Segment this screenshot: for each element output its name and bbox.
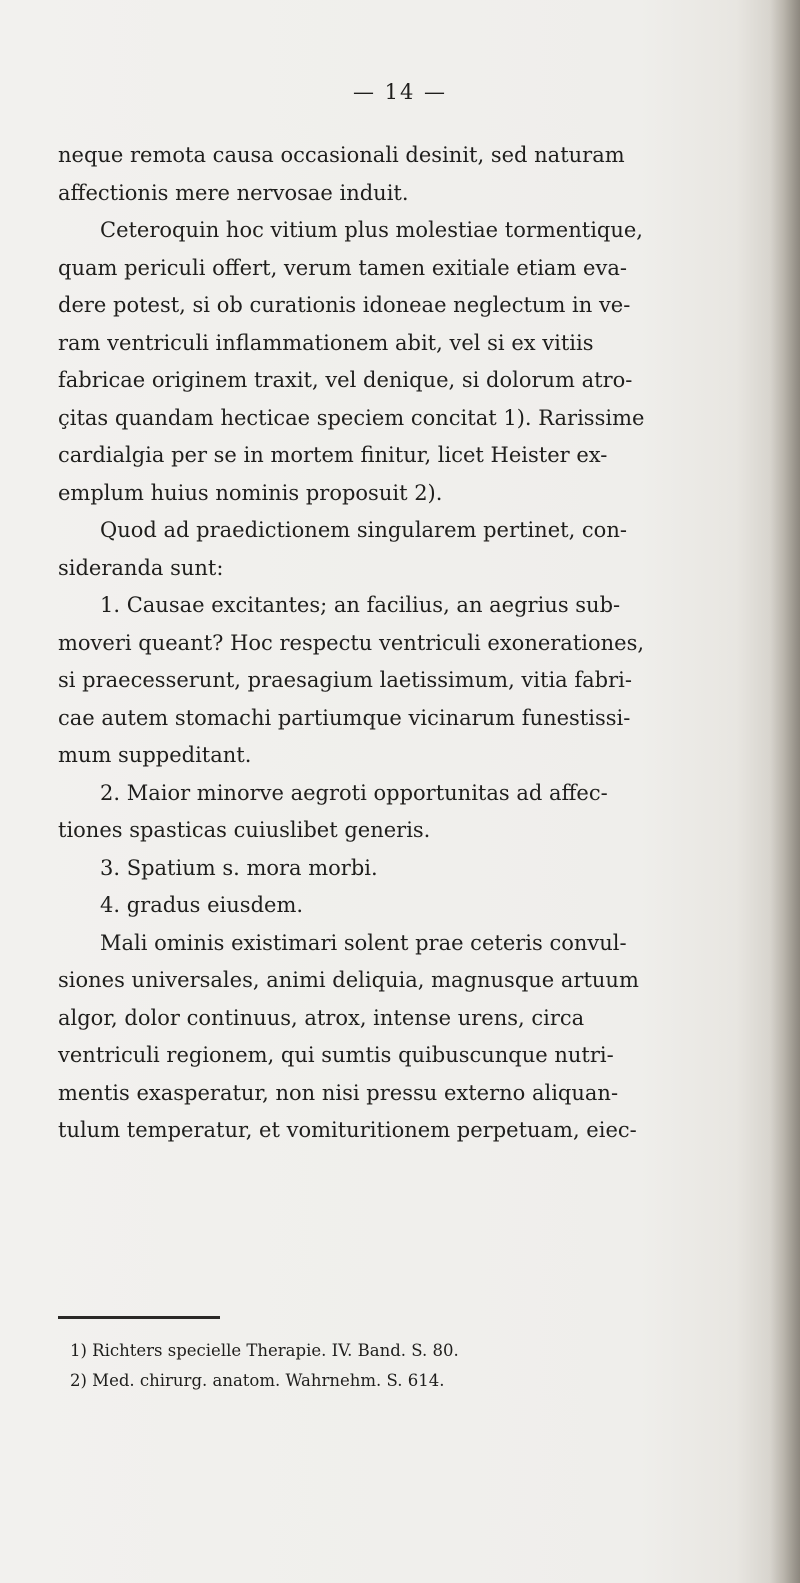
- footnotes: [70, 1336, 750, 1396]
- text-line: neque remota causa occasionali desinit, sed naturam: [58, 143, 625, 167]
- text-line: siones universales, animi deliquia, magnusque artuum: [58, 968, 639, 992]
- text-line: fabricae originem traxit, vel denique, si dolorum atro-: [58, 368, 633, 392]
- text-line: algor, dolor continuus, atrox, intense urens, circa: [58, 1005, 585, 1030]
- text-line: mum suppeditant.: [58, 743, 252, 767]
- text-line: cardialgia per se in mortem finitur, licet Heister ex-: [58, 443, 608, 467]
- text-line: dere potest, si ob curationis idoneae neglectum in ve-: [58, 293, 631, 317]
- text-line: cae autem stomachi partiumque vicinarum funestissi-: [58, 705, 631, 730]
- text-line: emplum huius nominis proposuit 2).: [58, 480, 443, 505]
- text-line: quam periculi offert, verum tamen exitiale etiam eva-: [58, 255, 627, 280]
- footnote-divider: [58, 1316, 220, 1319]
- text-line: moveri queant? Hoc respectu ventriculi exonerationes,: [58, 630, 645, 655]
- text-line: Quod ad praedictionem singularem pertinet, con-: [100, 518, 627, 542]
- text-line: 4. gradus eiusdem.: [100, 893, 304, 917]
- text-line: tiones spasticas cuiuslibet generis.: [58, 818, 431, 842]
- text-line: ventriculi regionem, qui sumtis quibuscunque nutri-: [58, 1043, 614, 1067]
- text-line: ram ventriculi inflammationem abit, vel si ex vitiis: [58, 330, 594, 355]
- body-text: [58, 137, 768, 1150]
- text-line: si praecesserunt, praesagium laetissimum, vitia fabri-: [58, 668, 632, 692]
- text-line: 2. Maior minorve aegroti opportunitas ad affec-: [100, 780, 608, 805]
- page-edge-shadow: [770, 0, 800, 1583]
- text-line: mentis exasperatur, non nisi pressu externo aliquan-: [58, 1080, 619, 1105]
- text-line: 1. Causae excitantes; an facilius, an aegrius sub-: [100, 593, 621, 617]
- text-line: Mali ominis existimari solent prae ceteris convul-: [100, 930, 627, 955]
- text-line: 3. Spatium s. mora morbi.: [100, 855, 378, 880]
- footnote: 2) Med. chirurg. anatom. Wahrnehm. S. 614.: [70, 1371, 445, 1390]
- page-number: — 14 —: [352, 80, 448, 104]
- text-line: sideranda sunt:: [58, 555, 224, 580]
- text-line: affectionis mere nervosae induit.: [58, 180, 409, 205]
- text-line: çitas quandam hecticae speciem concitat 1). Rarissime: [58, 405, 645, 430]
- text-line: tulum temperatur, et vomituritionem perpetuam, eiec-: [58, 1118, 637, 1142]
- footnote: 1) Richters specielle Therapie. IV. Band. S. 80.: [70, 1341, 459, 1360]
- text-line: Ceteroquin hoc vitium plus molestiae tormentique,: [100, 218, 643, 242]
